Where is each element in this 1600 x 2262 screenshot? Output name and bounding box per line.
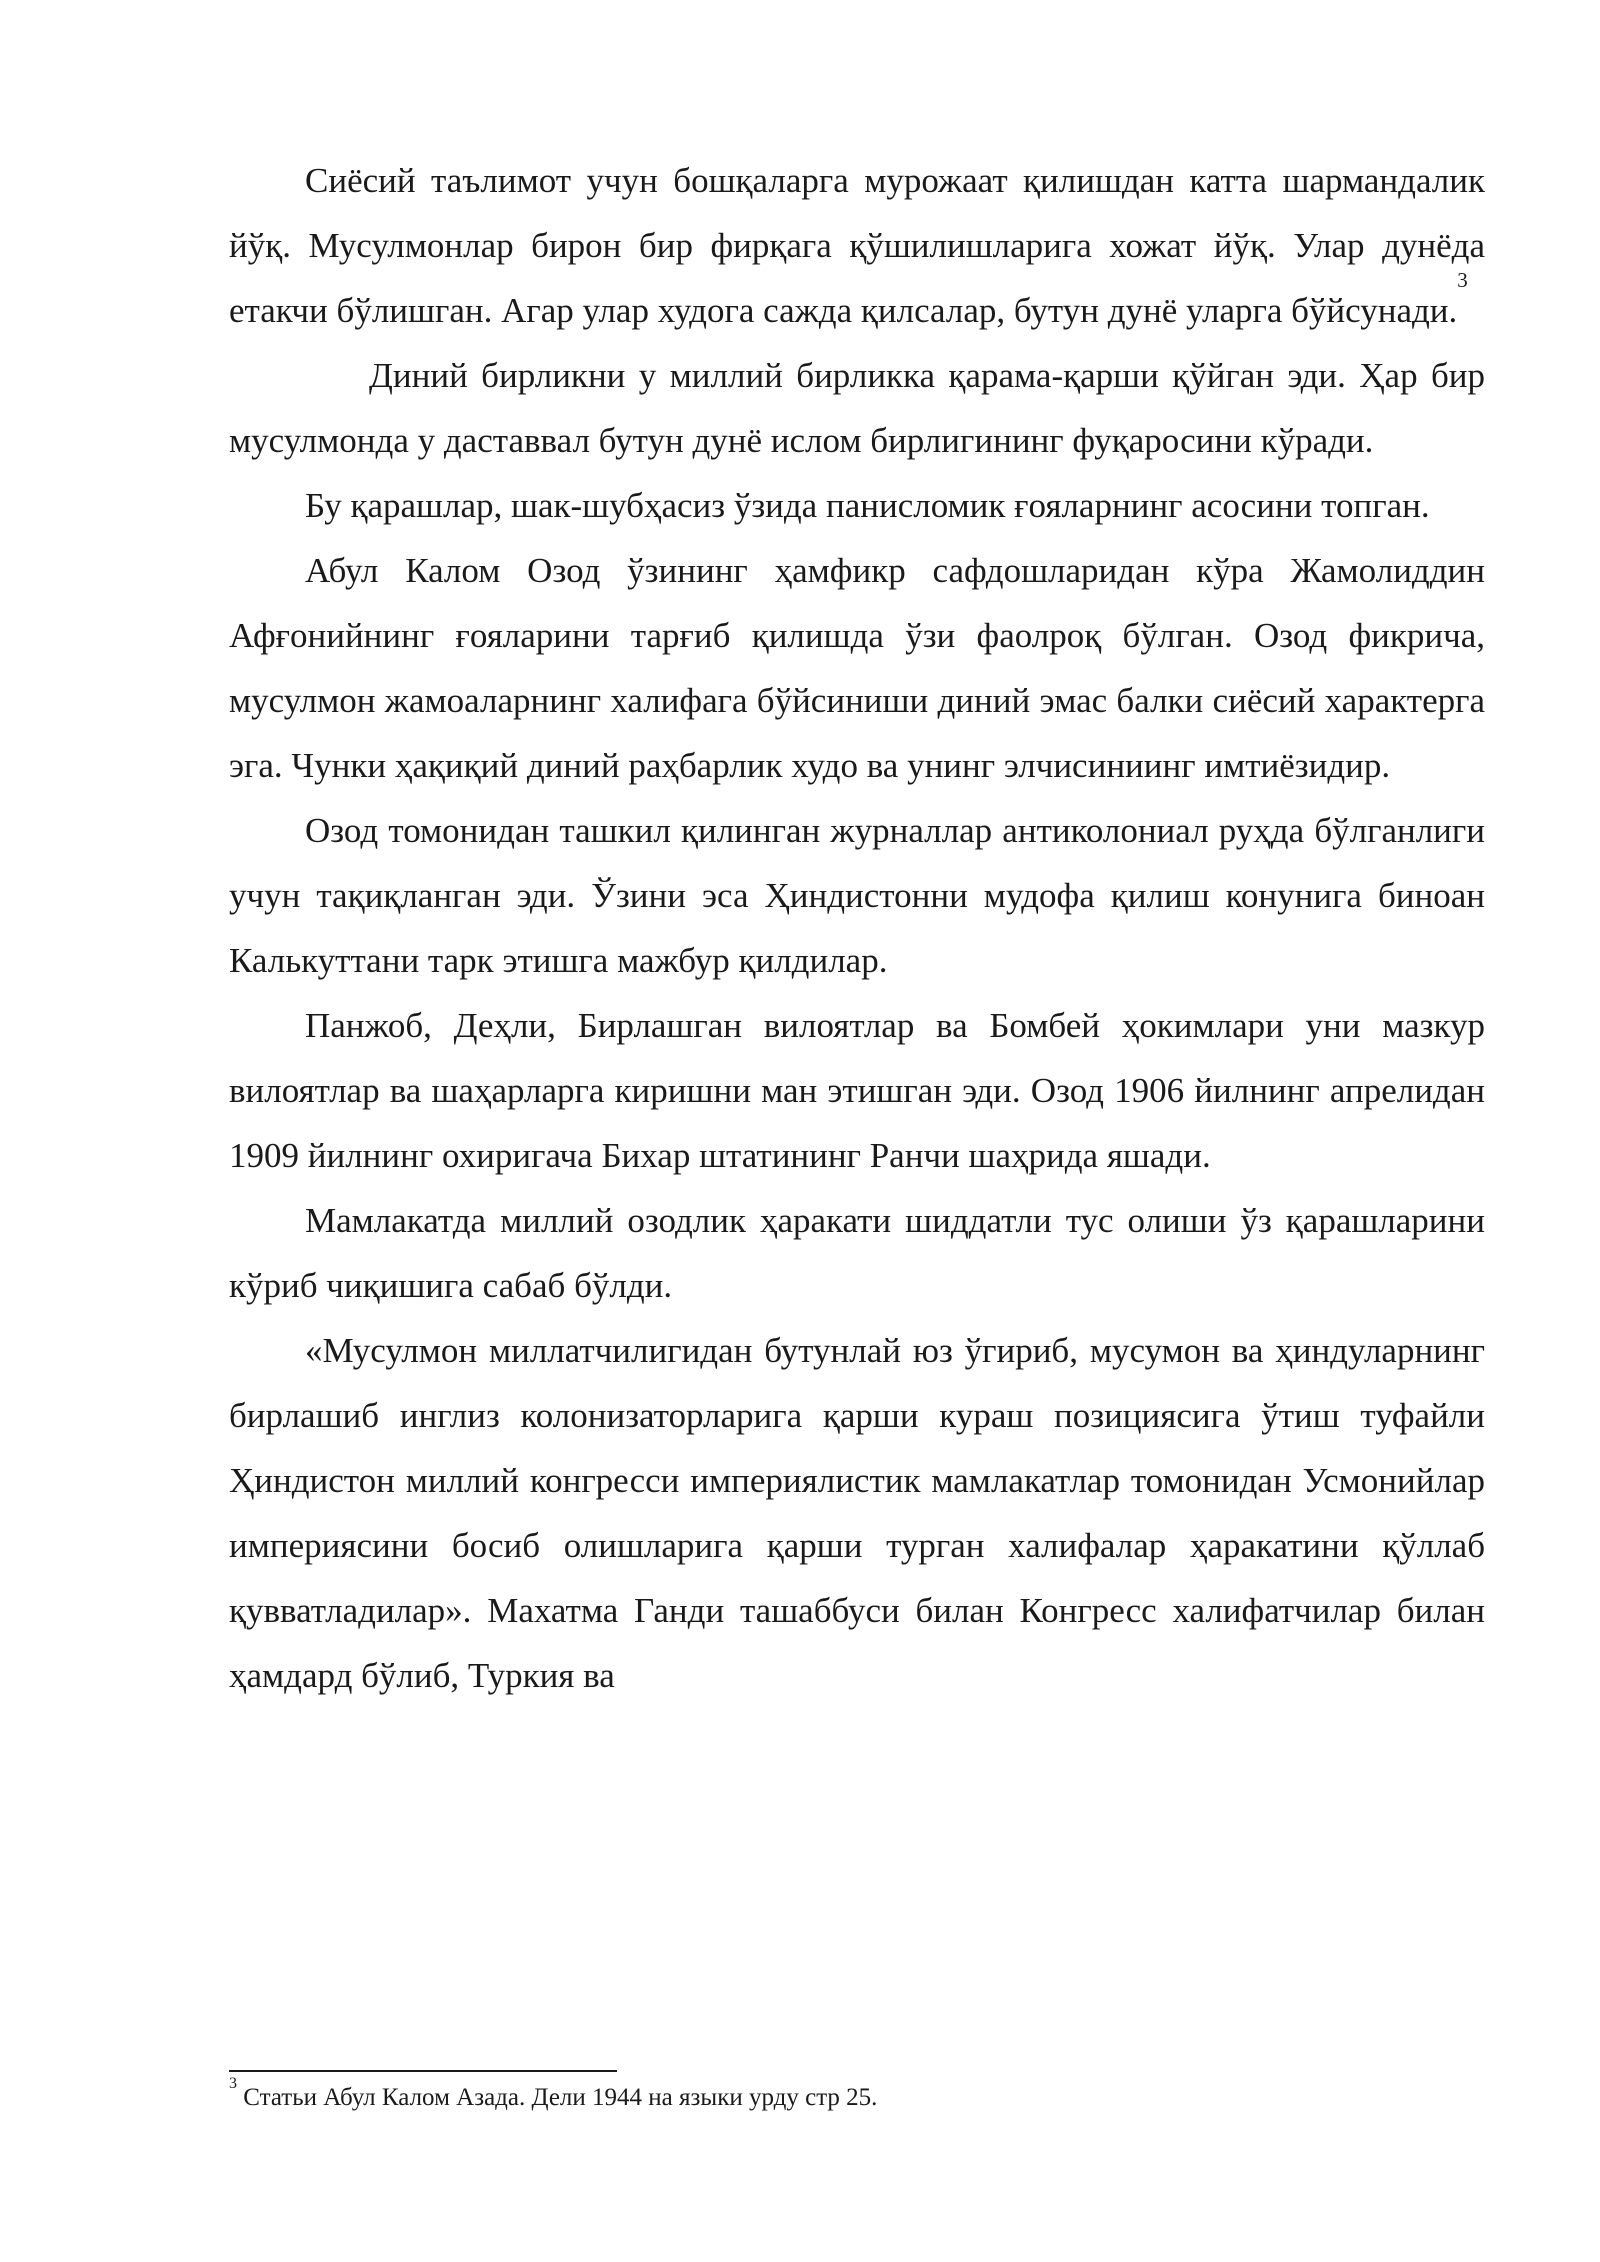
paragraph-5: Озод томонидан ташкил қилинган журналлар антиколониал руҳда бўлганлиги учун тақиқланган эди. Ўзини эса Ҳиндистонни мудофа қилиш конунига биноан Калькуттани тарк этишга мажбур қилдилар. (229, 811, 1485, 980)
paragraph-3: Бу қарашлар, шак-шубҳасиз ўзида панисломик ғояларнинг асосини топган. (305, 486, 1430, 525)
footnote-text: Статьи Абул Калом Азада. Дели 1944 на языки урду стр 25. (243, 2084, 878, 2111)
paragraph-1-text: Сиёсий таълимот учун бошқаларга мурожаат қилишдан катта шармандалик йўқ. Мусулмонлар бирон бир фирқага қўшилишларига хожат йўқ. Улар дунёда етакчи бўлишган. Агар улар худога сажда қилсалар, бутун дунё уларга бўйсунади. (229, 161, 1485, 330)
paragraph-1 (229, 148, 1485, 343)
paragraph-2: Диний бирликни у миллий бирликка қарама-қарши қўйган эди. Ҳар бир мусулмонда у даставвал бутун дунё ислом бирлигининг фуқаросини кўради. (229, 356, 1485, 460)
document-body (229, 148, 1485, 1708)
footnote-reference: 3 (1457, 268, 1468, 292)
paragraph-7: Мамлакатда миллий озодлик ҳаракати шиддатли тус олиши ўз қарашларини кўриб чиқишига сабаб бўлди. (229, 1201, 1485, 1305)
footnote-separator (229, 2070, 617, 2072)
paragraph-8: «Мусулмон миллатчилигидан бутунлай юз ўгириб, мусумон ва ҳиндуларнинг бирлашиб инглиз колонизаторларига қарши кураш позициясига ўтиш туфайли Ҳиндистон миллий конгресси империялистик мамлакатлар томонидан Усмонийлар империясини босиб олишларига қарши турган халифалар ҳаракатини қўллаб қувватладилар». Махатма Ганди ташаббуси билан Конгресс халифатчилар билан ҳамдард бўлиб, Туркия ва (229, 1331, 1485, 1695)
footnote-mark: 3 (229, 2075, 237, 2092)
paragraph-4: Абул Калом Озод ўзининг ҳамфикр сафдошларидан кўра Жамолиддин Афғонийнинг ғояларини тарғиб қилишда ўзи фаолроқ бўлган. Озод фикрича, мусулмон жамоаларнинг халифага бўйсиниши диний эмас балки сиёсий характерга эга. Чунки ҳақиқий диний раҳбарлик худо ва унинг элчисиниинг имтиёзидир. (229, 551, 1485, 785)
paragraph-6: Панжоб, Деҳли, Бирлашган вилоятлар ва Бомбей ҳокимлари уни мазкур вилоятлар ва шаҳарларга киришни ман этишган эди. Озод 1906 йилнинг апрелидан 1909 йилнинг охиригача Бихар штатининг Ранчи шаҳрида яшади. (229, 1006, 1485, 1175)
footnote (229, 2075, 1485, 2116)
